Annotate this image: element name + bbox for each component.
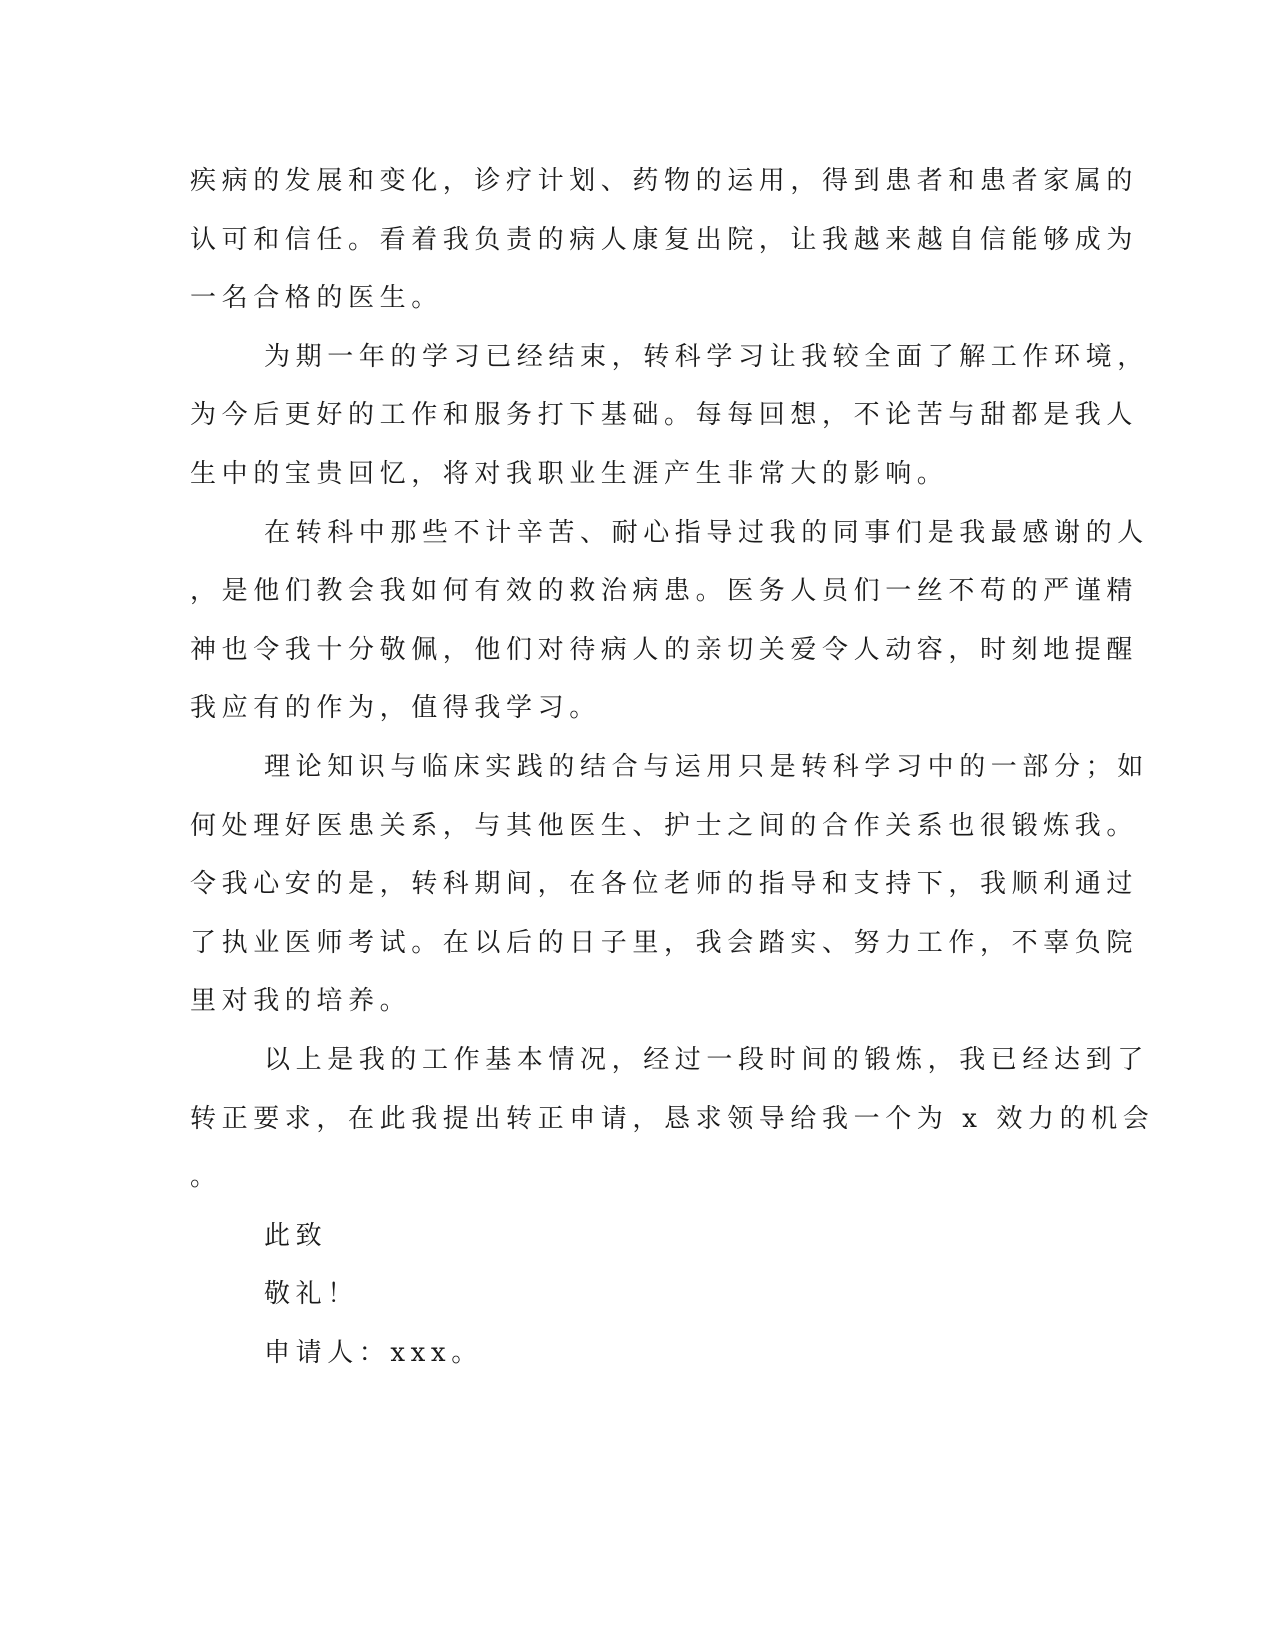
text-line: 何处理好医患关系，与其他医生、护士之间的合作关系也很锻炼我。 bbox=[190, 811, 1139, 841]
applicant-signature-line: 申请人：xxx。 bbox=[264, 1338, 483, 1368]
text-line: 了执业医师考试。在以后的日子里，我会踏实、努力工作，不辜负院 bbox=[190, 928, 1139, 958]
text-line: 里对我的培养。 bbox=[190, 986, 412, 1016]
text-line: 为今后更好的工作和服务打下基础。每每回想，不论苦与甜都是我人 bbox=[190, 400, 1139, 430]
text-line: 以上是我的工作基本情况，经过一段时间的锻炼，我已经达到了 bbox=[264, 1045, 1149, 1075]
text-line: 在转科中那些不计辛苦、耐心指导过我的同事们是我最感谢的人 bbox=[264, 518, 1149, 548]
text-line: ，是他们教会我如何有效的救治病患。医务人员们一丝不苟的严谨精 bbox=[190, 576, 1139, 606]
text-line: 为期一年的学习已经结束，转科学习让我较全面了解工作环境， bbox=[264, 342, 1149, 372]
text-line: 理论知识与临床实践的结合与运用只是转科学习中的一部分；如 bbox=[264, 752, 1149, 782]
closing-regards: 敬礼！ bbox=[264, 1279, 359, 1309]
text-line: 生中的宝贵回忆，将对我职业生涯产生非常大的影响。 bbox=[190, 459, 949, 489]
text-line: 我应有的作为，值得我学习。 bbox=[190, 693, 601, 723]
text-line: 神也令我十分敬佩，他们对待病人的亲切关爱令人动容，时刻地提醒 bbox=[190, 635, 1139, 665]
text-line: 一名合格的医生。 bbox=[190, 283, 443, 313]
text-line: 令我心安的是，转科期间，在各位老师的指导和支持下，我顺利通过 bbox=[190, 869, 1139, 899]
text-line: 转正要求，在此我提出转正申请，恳求领导给我一个为 x 效力的机会 bbox=[190, 1104, 1155, 1134]
text-line: 。 bbox=[190, 1162, 222, 1192]
text-line: 疾病的发展和变化，诊疗计划、药物的运用，得到患者和患者家属的 bbox=[190, 166, 1139, 196]
text-line: 认可和信任。看着我负责的病人康复出院，让我越来越自信能够成为 bbox=[190, 225, 1139, 255]
closing-salutation: 此致 bbox=[264, 1221, 328, 1251]
